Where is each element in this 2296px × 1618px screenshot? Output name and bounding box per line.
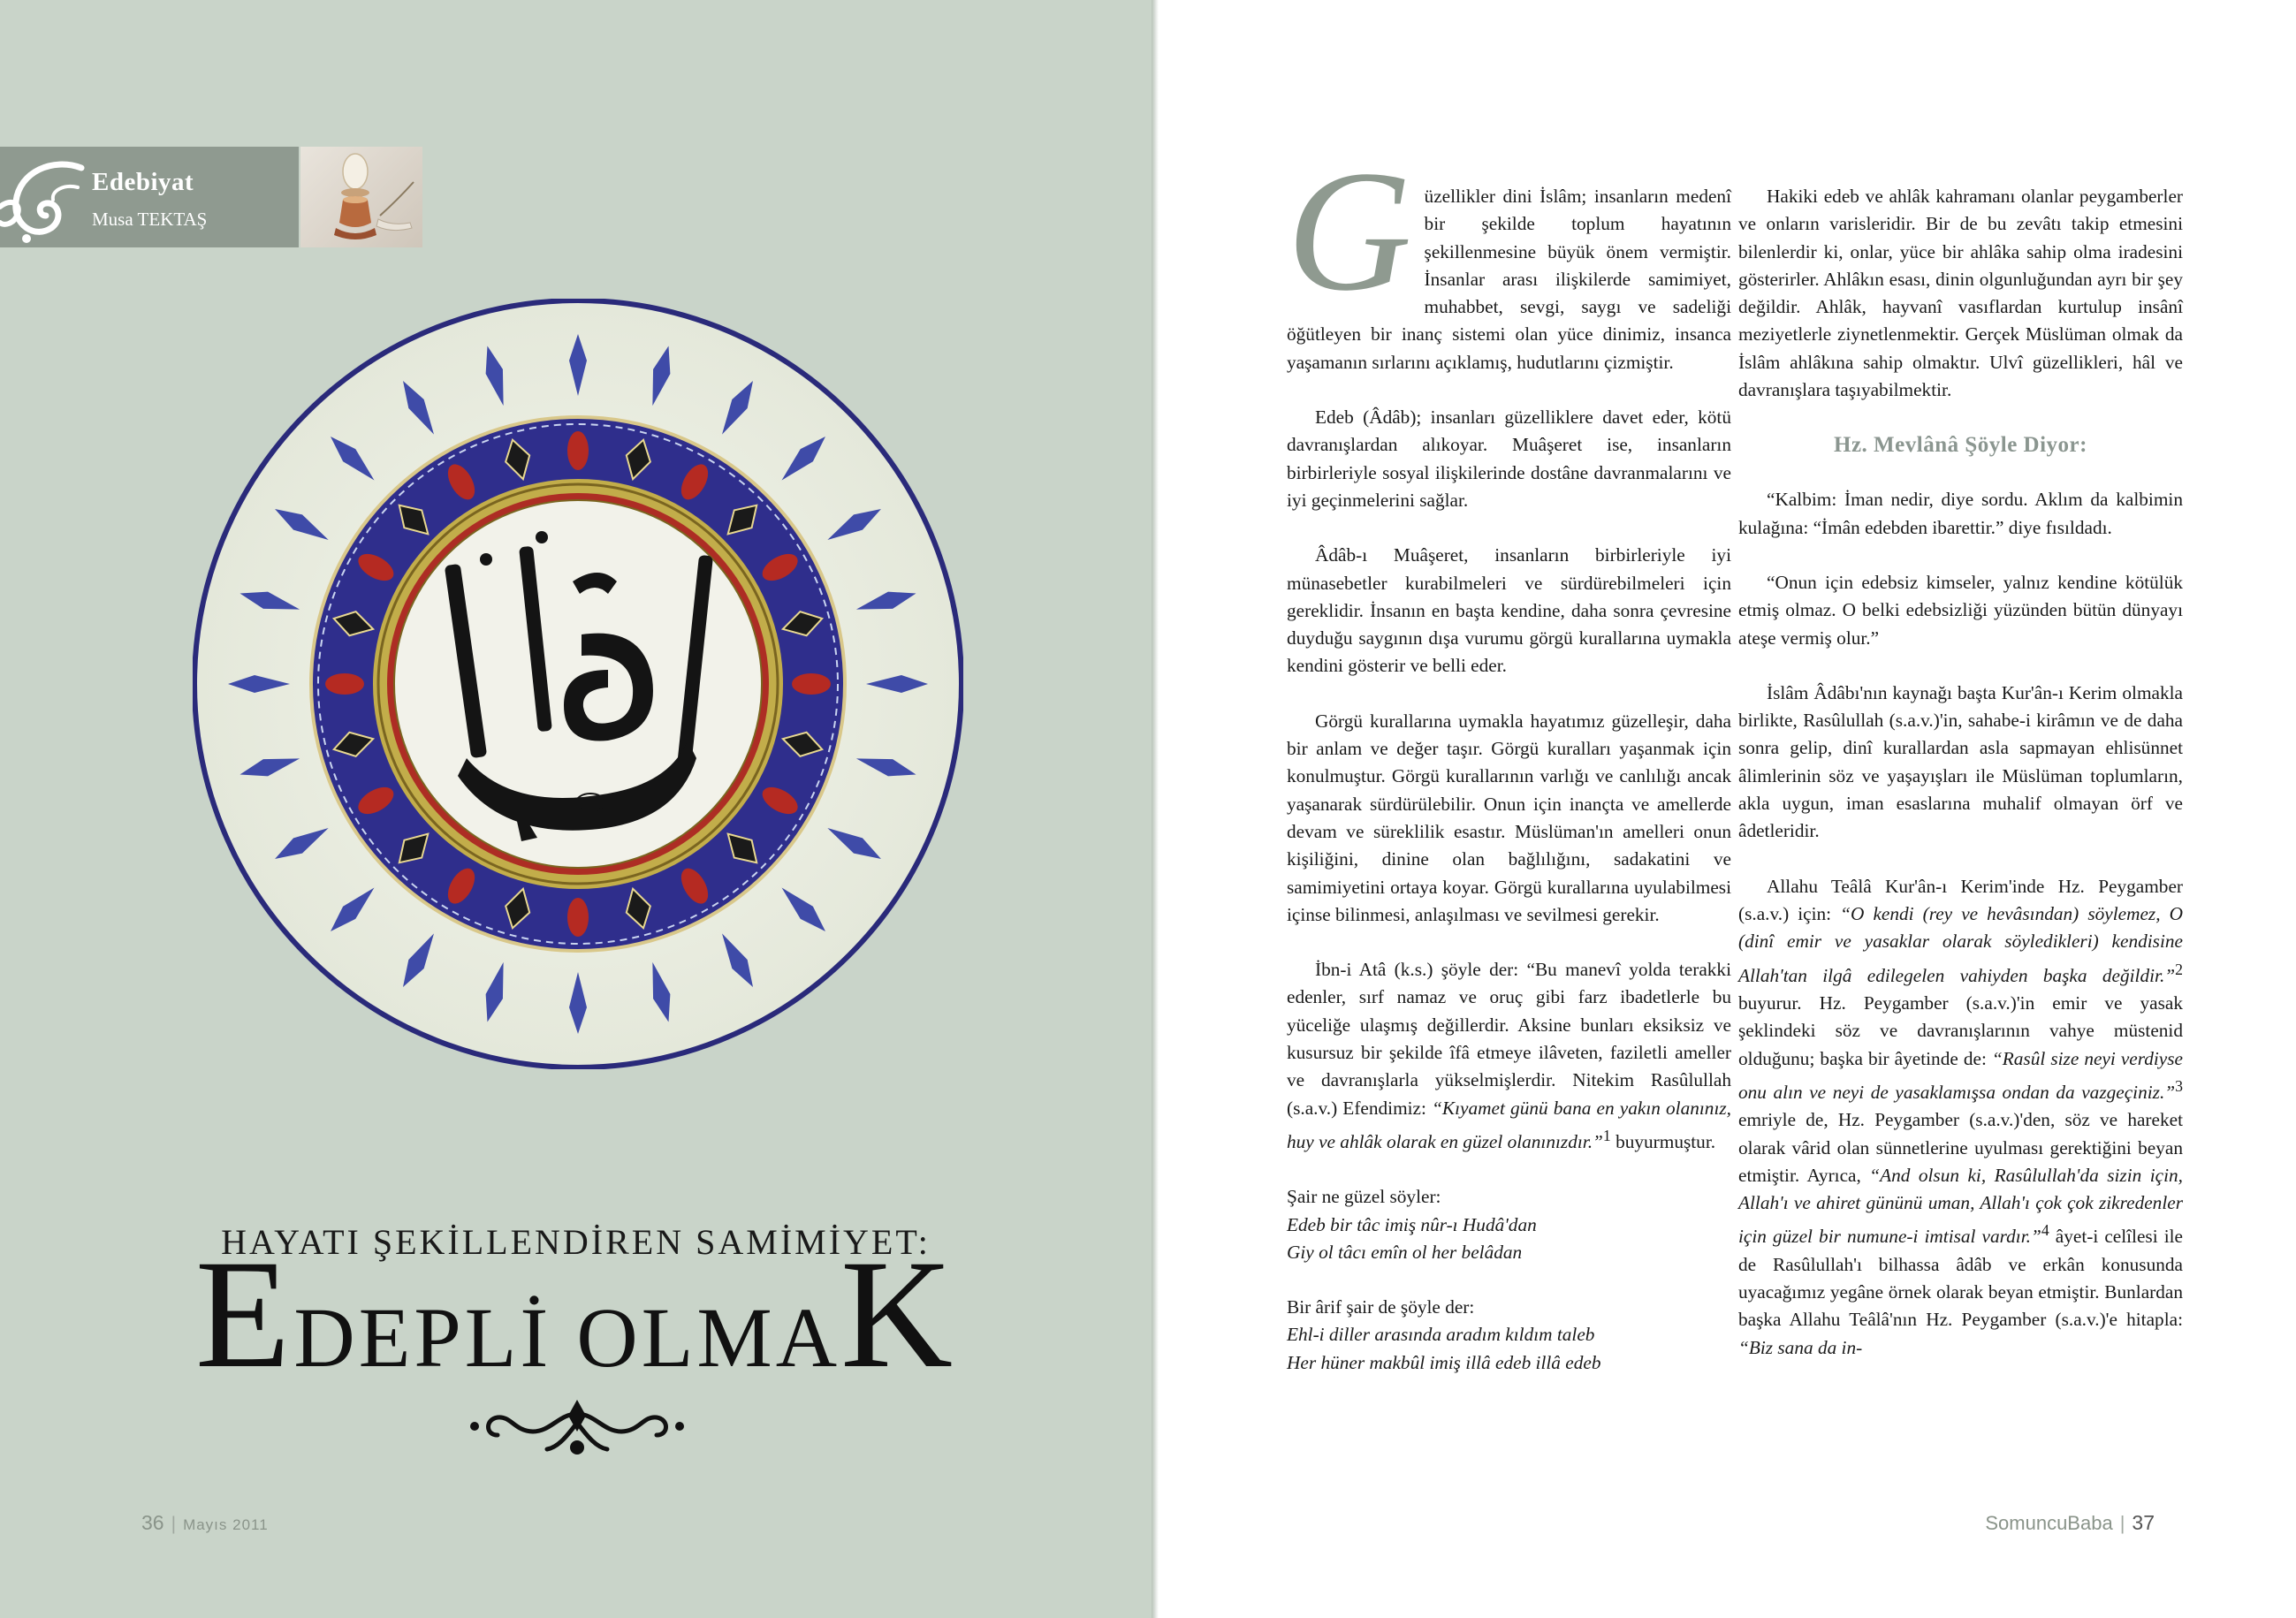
folio-separator-right: | [2119, 1512, 2125, 1534]
folio-separator-left: | [171, 1514, 177, 1534]
article-subtitle: HAYATI ŞEKİLLENDİREN SAMİMİYET: [221, 1222, 931, 1262]
text-column-2 [1738, 183, 2183, 1389]
calligraphy-medallion [193, 299, 963, 1069]
p5-seg-3: emriyle de, Hz. Peygamber (s.a.v.)'den, söz ve hareket olarak vârid olan sünnetlerine uyulması gerektiğini beyan etmiştir. Ayrıca, [1738, 1109, 2183, 1186]
poem-2-line-1: Ehl-i diller arasında aradım kıldım taleb [1287, 1324, 1595, 1346]
footnote-ref-4: 4 [2041, 1221, 2049, 1240]
title-initial: E [194, 1228, 294, 1401]
ayah-quote-1: “O kendi (rey ve hevâsından) söylemez, O (dinî emir ve yasaklar olarak söyledikleri) kendisine Allah'tan ilgâ edilegelen vahiyden başka değildir.” [1738, 902, 2183, 986]
flourish-ornament-icon [462, 1396, 692, 1463]
oil-lamp-icon [300, 147, 422, 247]
author-name: Musa TEKTAŞ [92, 209, 208, 230]
col2-paragraph-4: İslâm Âdâbı'nın kaynağı başta Kur'ân-ı Kerim olmakla birlikte, Rasûlullah (s.a.v.)'in, sahabe-i kirâmın ve de daha sonra gelip, dinî kurallardan asla sapmayan ehlisünnet âlimlerinin söz ve yaşayışları ile Müslüman toplumların, akla uygun, iman esaslarına muhalif olmayan örf ve âdetleridir. [1738, 681, 2183, 842]
ayah-quote-4: “Biz sana da in- [1738, 1336, 1863, 1358]
section-heading: Hz. Mevlânâ Şöyle Diyor: [1834, 433, 2087, 458]
text-column-1 [1287, 135, 1731, 1404]
col2-paragraph-3: “Onun için edebsiz kimseler, yalnız kendine kötülük etmiş olmaz. O belki edebsizliği yüzünden bütün dünyayı ateşe vermiş olur.” [1738, 571, 2183, 649]
poem-1-intro: Şair ne güzel söyler: [1287, 1186, 1441, 1208]
ayah-quote-2: “Rasûl size neyi verdiyse onu alın ve neyi de yasaklamışsa ondan da vazgeçiniz.” [1738, 1047, 2184, 1103]
footnote-ref-3: 3 [2175, 1076, 2183, 1095]
poem-2-line-2: Her hüner makbûl imiş illâ edeb illâ edeb [1287, 1351, 1601, 1373]
paragraph-1-text: üzellikler dini İslâm; insanların medenî bir şekilde toplum hayatının şekillenmesine büyük önem vermiştir. İnsanlar arası ilişkilerde samimiyet, muhabbet, sevgi, saygı ve sadeliği öğütleyen bir inanç sistemi olan yüce dinimiz, insanca yaşamanın sırlarını açıklamış, hudutlarını çizmiştir. [1287, 186, 1731, 373]
col2-paragraph-1: Hakiki edeb ve ahlâk kahramanı olanlar peygamberler ve onların varisleridir. Bir de bu zevâtı takip etmesini bilenlerdir ki, onlar, yüce bir ahlâka sahip olma iradesini gösterirler. Ahlâkın esası, dinin olgunluğundan ayrı bir şey değildir. Ahlâk, hayvanî vasıflardan kurtulup insânî meziyetlerle ziynetlenmektir. Gerçek Müslüman olmak da İslâm ahlâkına sahip olmaktır. Ulvî güzellikleri, hâl ve davranışlara taşıyabilmektir. [1738, 186, 2183, 401]
article-title [0, 1228, 1152, 1401]
page-number-right: 37 [2132, 1511, 2155, 1534]
poem-2 [1287, 1294, 1731, 1377]
lamp-photo [300, 147, 422, 247]
paragraph-2: Edeb (Âdâb); insanları güzelliklere davet eder, kötü davranışlardan alıkoyar. Muâşeret ise, insanların birbirleriyle sosyal ilişkilerinde dostâne davranmalarını ve iyi geçinmelerini sağlar. [1287, 406, 1731, 511]
folio-left [141, 1511, 269, 1535]
paragraph-1 [1287, 135, 1731, 376]
page-number-left: 36 [141, 1511, 164, 1534]
poem-1-line-1: Edeb bir tâc imiş nûr-ı Hudâ'dan [1287, 1213, 1537, 1235]
paragraph-5 [1287, 956, 1731, 1156]
poem-1 [1287, 1183, 1731, 1266]
drop-cap: G [1287, 135, 1412, 327]
footnote-ref-2: 2 [2175, 960, 2183, 978]
p5-seg-1: Allahu Teâlâ Kur'ân-ı Kerim'inde Hz. Peygamber (s.a.v.) için: [1738, 875, 2183, 924]
category-title: Edebiyat [92, 168, 194, 196]
p5-seg-4: âyet-i celîlesi ile de Rasûlullah'ı bilhassa âdâb ve erkân konusunda uyacağımız yegâne örnek olarak beyan etmiştir. Bunlardan başka Allahu Teâlâ'nın Hz. Peygamber (s.a.v.)'e hitapla: [1738, 1226, 2183, 1331]
issue-date: Mayıs 2011 [183, 1516, 269, 1533]
poem-1-line-2: Giy ol tâcı emîn ol her belâdan [1287, 1241, 1523, 1263]
p5-text-b: buyurmuştur. [1610, 1131, 1716, 1152]
col2-paragraph-2: “Kalbim: İman nedir, diye sordu. Aklım da kalbimin kulağına: “İmân edebden ibarettir.” diye fısıldadı. [1738, 489, 2183, 538]
swirl-ornament-icon [0, 152, 88, 245]
paragraph-4: Görgü kurallarına uymakla hayatımız güzelleşir, daha bir anlam ve değer taşır. Görgü kuralları yaşanmak için konulmuştur. Görgü kurallarının varlığı ve canlılığı ancak yaşanarak sürdürülebilir. Onun için inançta ve amellerde devam ve süreklilik esastır. Müslüman'ın amelleri onun kişiliğini, dinine olan bağlılığını, sadakatini ve samimiyetini ortaya koyar. Görgü kurallarına uyulabilmesi içinse bilinmesi, anlaşılması ve sevilmesi gerekir. [1287, 710, 1731, 925]
p5-text-a: İbn-i Atâ (k.s.) şöyle der: “Bu manevî yolda terakki edenler, sırf namaz ve oruç gibi farz ibadetlerle bu yüceliğe ulaşmış değillerdir. Aksine bunları eksiksiz ve kusursuz bir şekilde îfâ etmeye ilâveten, faziletli ameller ve davranışlarla yükselmişlerdir. Nitekim Rasûlullah (s.a.v.) Efendimiz: [1287, 959, 1731, 1119]
title-middle: DEPLİ OLMA [293, 1290, 841, 1385]
footnote-ref-1: 1 [1602, 1126, 1611, 1144]
hadith-quote: “Kıyamet günü bana en yakın olanınız, huy ve ahlâk olarak en güzel olanınızdır.” [1287, 1097, 1731, 1152]
col2-paragraph-5 [1738, 873, 2183, 1362]
title-final: K [840, 1228, 957, 1401]
ayah-quote-3: “And olsun ki, Rasûlullah'da sizin için, Allah'ı ve ahiret gününü uman, Allah'ı çok çok zikredenler için güzel bir numune-i imtisal vardır.” [1738, 1164, 2183, 1248]
folio-right [1985, 1511, 2155, 1535]
paragraph-3: Âdâb-ı Muâşeret, insanların birbirleriyle iyi münasebetler kurabilmeleri ve sürdürebilmeleri için gereklidir. İnsanın en başta kendine, daha sonra çevresine duyduğu saygının dışa vurumu görgü kurallarına uymakla kendini gösterir ve belli eder. [1287, 544, 1731, 677]
page-gutter [1152, 0, 1159, 1618]
p5-seg-2: buyurur. Hz. Peygamber (s.a.v.)'in emir ve yasak şeklindeki söz ve davranışlarının vahye müstenid olduğunu; başka bir âyetinde de: [1738, 991, 2183, 1069]
magazine-name: SomuncuBaba [1985, 1512, 2113, 1534]
poem-2-intro: Bir ârif şair de şöyle der: [1287, 1296, 1475, 1318]
